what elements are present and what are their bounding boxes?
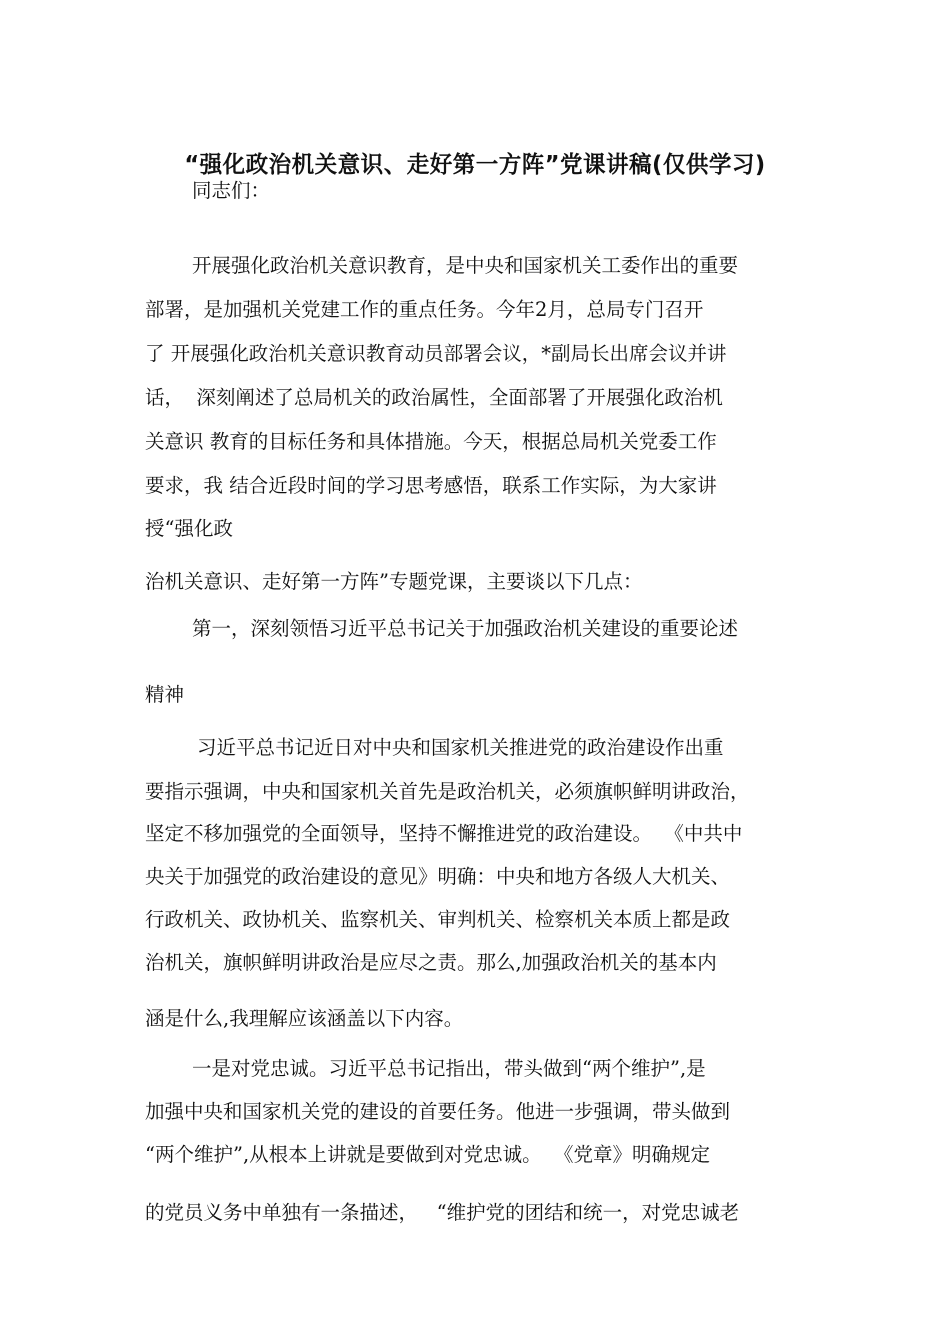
- paragraph-line: 加强中央和国家机关党的建设的首要任务。他进一步强调，带头做到: [145, 1100, 731, 1123]
- paragraph-line: 央关于加强党的政治建设的意见》明确：中央和地方各级人大机关、: [145, 865, 731, 888]
- paragraph-line: 坚定不移加强党的全面领导，坚持不懈推进党的政治建设。 《中共中: [145, 822, 743, 845]
- paragraph-line: 要求，我 结合近段时间的学习思考感悟，联系工作实际，为大家讲: [145, 474, 717, 497]
- paragraph-line: 习近平总书记近日对中央和国家机关推进党的政治建设作出重: [197, 736, 724, 759]
- paragraph-line: 治机关意识、走好第一方阵”专题党课，主要谈以下几点：: [145, 570, 643, 593]
- paragraph-line: 的党员义务中单独有一条描述， “维护党的团结和统一，对党忠诚老: [145, 1201, 740, 1224]
- section-heading: 第一，深刻领悟习近平总书记关于加强政治机关建设的重要论述: [192, 617, 739, 640]
- paragraph-line: 了 开展强化政治机关意识教育动员部署会议，*副局长出席会议并讲: [145, 342, 727, 365]
- paragraph-line: 一是对党忠诚。习近平总书记指出，带头做到“两个维护”,是: [192, 1057, 706, 1080]
- paragraph-line: 治机关，旗帜鲜明讲政治是应尽之责。那么,加强政治机关的基本内: [145, 951, 717, 974]
- paragraph-line: “两个维护”,从根本上讲就是要做到对党忠诚。 《党章》明确规定: [145, 1143, 711, 1166]
- section-heading: 精神: [145, 683, 185, 706]
- salutation: 同志们：: [192, 179, 271, 202]
- paragraph-line: 涵是什么,我理解应该涵盖以下内容。: [145, 1007, 464, 1030]
- paragraph-line: 授“强化政: [145, 517, 233, 540]
- paragraph-line: 部署，是加强机关党建工作的重点任务。今年2月，总局专门召开: [145, 298, 704, 321]
- paragraph-line: 开展强化政治机关意识教育，是中央和国家机关工委作出的重要: [192, 254, 739, 277]
- paragraph-line: 话， 深刻阐述了总局机关的政治属性，全面部署了开展强化政治机: [145, 386, 723, 409]
- paragraph-line: 关意识 教育的目标任务和具体措施。今天，根据总局机关党委工作: [145, 430, 717, 453]
- document-title: “强化政治机关意识、走好第一方阵”党课讲稿(仅供学习): [184, 152, 766, 178]
- paragraph-line: 行政机关、政协机关、监察机关、审判机关、检察机关本质上都是政: [145, 908, 731, 931]
- paragraph-line: 要指示强调，中央和国家机关首先是政治机关，必须旗帜鲜明讲政治，: [145, 780, 750, 803]
